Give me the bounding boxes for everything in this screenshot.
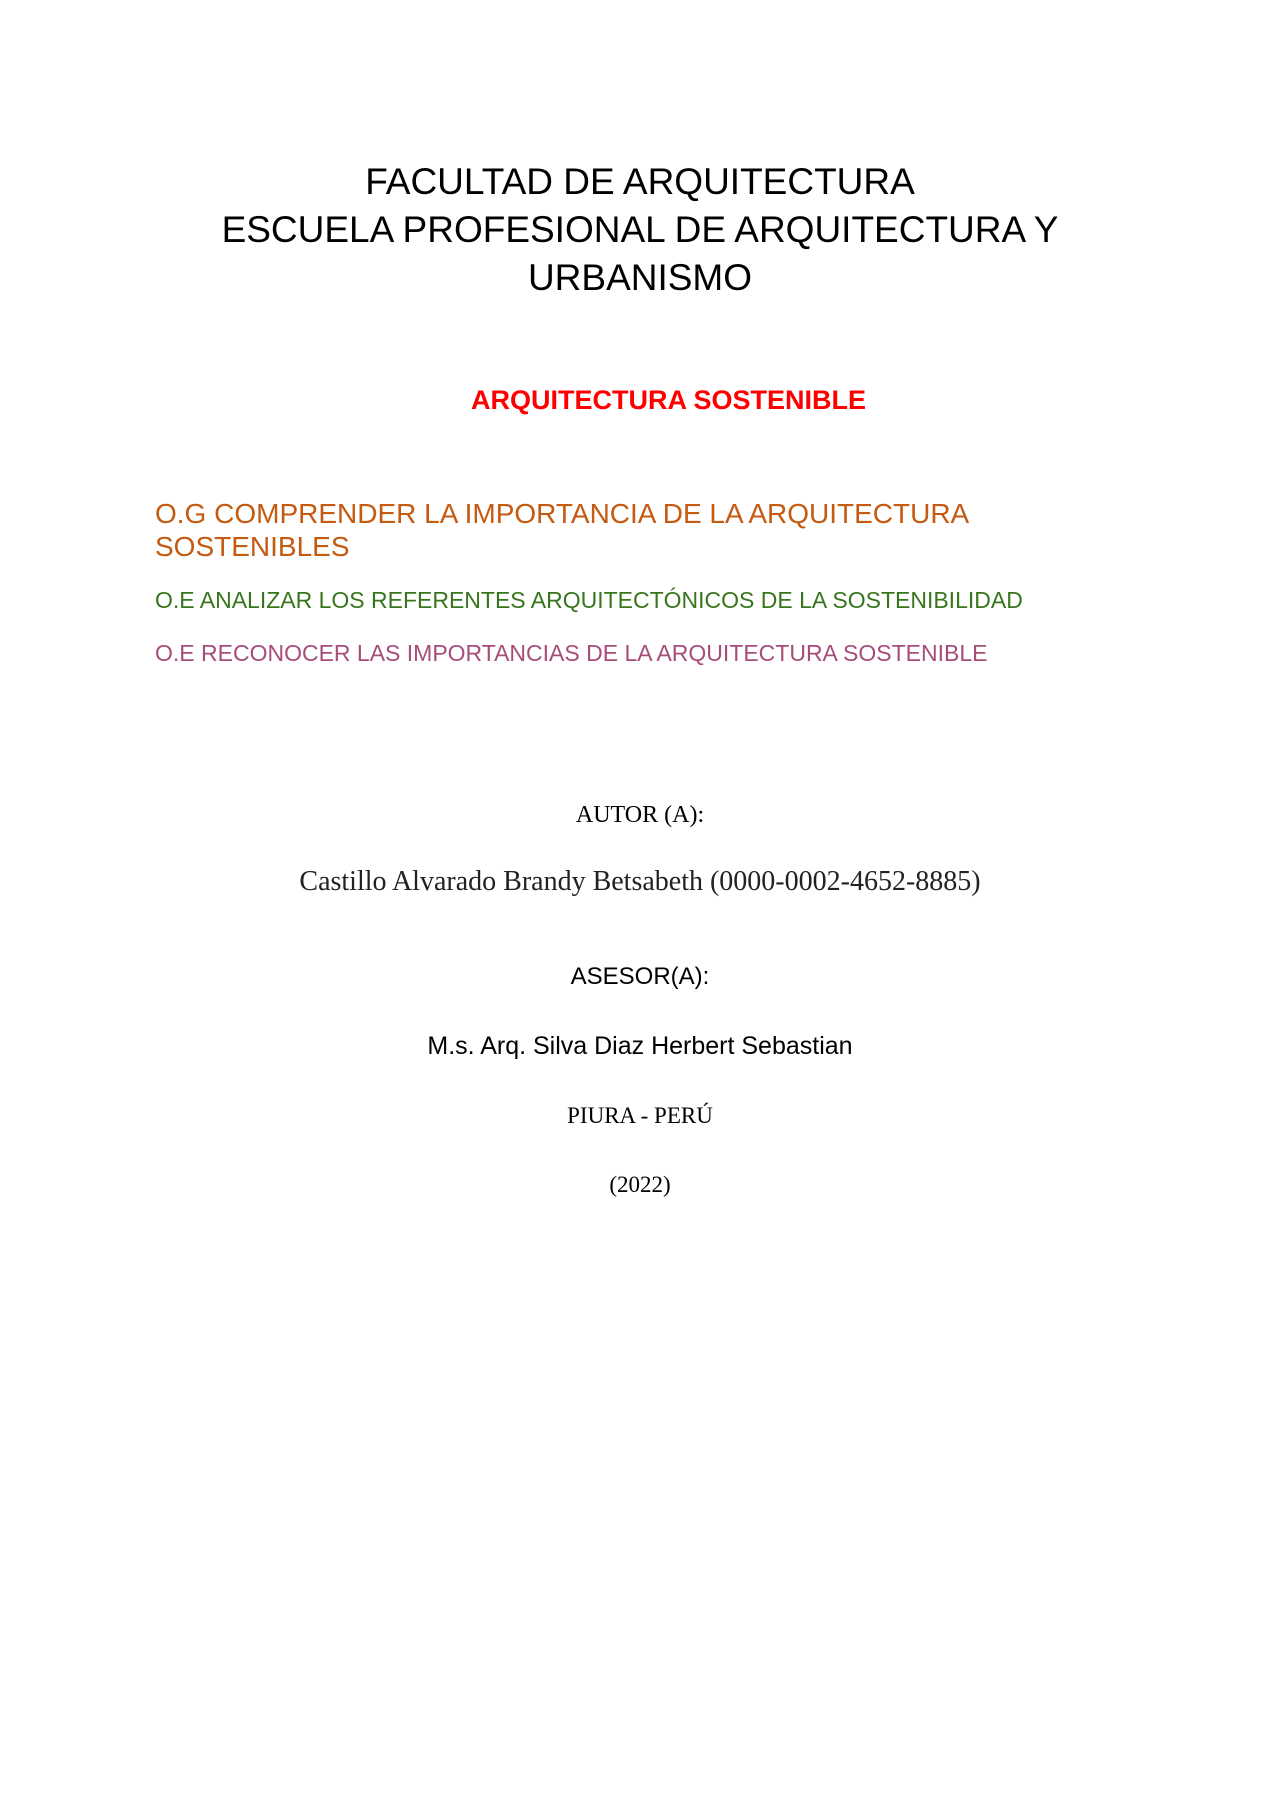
objective-specific-1: O.E ANALIZAR LOS REFERENTES ARQUITECTÓNICOS DE LA SOSTENIBILIDAD (155, 587, 1023, 613)
author-label: AUTOR (A): (575, 802, 705, 828)
advisor-label: ASESOR(A): (570, 963, 710, 990)
advisor-name: M.s. Arq. Silva Diaz Herbert Sebastian (427, 1032, 853, 1060)
school-name: ESCUELA PROFESIONAL DE ARQUITECTURA Y URBANISMO (221, 209, 1059, 298)
faculty-header (0, 158, 1280, 302)
location: PIURA - PERÚ (567, 1103, 713, 1128)
course-title: ARQUITECTURA SOSTENIBLE (471, 385, 867, 415)
objective-specific-2: O.E RECONOCER LAS IMPORTANCIAS DE LA ARQUITECTURA SOSTENIBLE (155, 640, 988, 666)
objectives-section (155, 497, 1115, 667)
faculty-name: FACULTAD DE ARQUITECTURA (365, 161, 915, 202)
author-name: Castillo Alvarado Brandy Betsabeth (0000-0002-4652-8885) (299, 866, 981, 897)
year: (2022) (609, 1172, 671, 1197)
objective-general: O.G COMPRENDER LA IMPORTANCIA DE LA ARQUITECTURA SOSTENIBLES (155, 498, 968, 562)
